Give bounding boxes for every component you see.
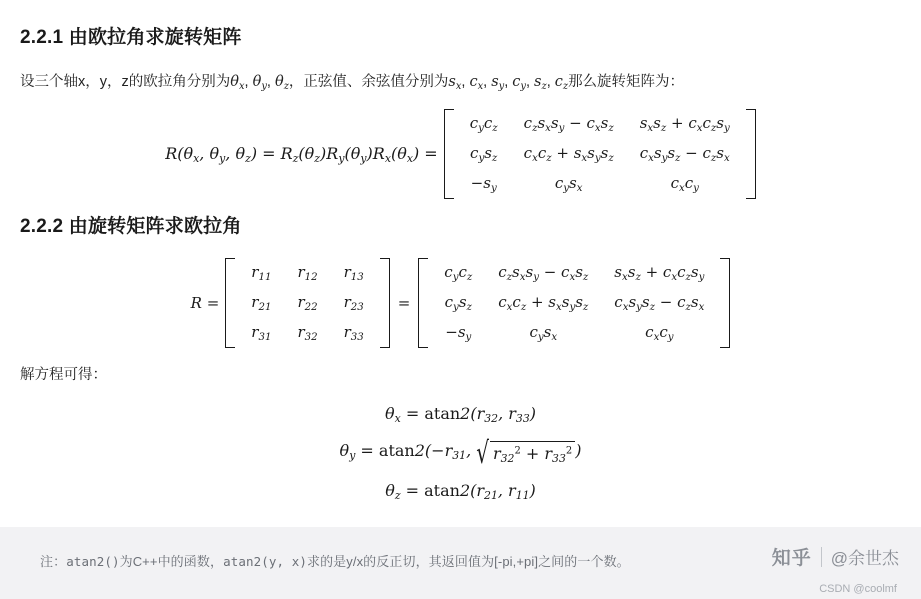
solve-paragraph: 解方程可得： bbox=[20, 366, 107, 383]
section-heading-221 bbox=[20, 22, 901, 49]
section-number: 2.2.2 bbox=[20, 216, 64, 238]
equation1-lhs: $R(\theta_x$, $\theta_y$, $\theta_z) = R_z(\theta_z)R_y(\theta_y)R_x(\theta_x)$ = bbox=[165, 143, 438, 165]
equation2-lhs: R = bbox=[190, 293, 220, 312]
footer-note-text bbox=[40, 551, 630, 570]
cos-z: $c_z$ bbox=[554, 74, 569, 92]
euler-angle-y: $\theta_y$ bbox=[252, 74, 267, 92]
matrix-row bbox=[238, 258, 376, 288]
bracket-left-icon bbox=[225, 258, 234, 348]
matrix-cell: $-s_y$ bbox=[445, 322, 472, 343]
note-prefix: 注： bbox=[40, 554, 67, 569]
cos-x: $c_x$ bbox=[469, 74, 484, 92]
equation1-matrix bbox=[444, 109, 756, 199]
matrix-cell: $s_xs_z + c_xc_zs_y$ bbox=[639, 114, 730, 135]
zhihu-watermark bbox=[772, 543, 899, 570]
matrix-cell: $c_zs_xs_y - c_xs_z$ bbox=[498, 263, 589, 283]
bracket-left-icon bbox=[418, 258, 427, 348]
matrix-cell: $r_{31}$ bbox=[251, 322, 272, 343]
sin-x: $s_x$ bbox=[448, 74, 462, 92]
cos-y: $c_y$ bbox=[512, 74, 526, 92]
matrix-cell: $c_xc_z + s_xs_ys_z$ bbox=[523, 144, 614, 165]
matrix-cell: $c_ys_z$ bbox=[470, 144, 498, 165]
matrix-cell: $c_xs_ys_z - c_zs_x$ bbox=[639, 144, 730, 165]
matrix-cell: $r_{11}$ bbox=[251, 263, 272, 283]
matrix-cell: $r_{21}$ bbox=[251, 292, 272, 313]
matrix-cell: $c_xc_y$ bbox=[645, 322, 674, 343]
equation2-equals: = bbox=[397, 293, 411, 312]
matrix-cell: $r_{33}$ bbox=[343, 322, 364, 343]
matrix-cell: $r_{12}$ bbox=[297, 263, 318, 283]
matrix-cell: $c_ys_x$ bbox=[554, 174, 583, 195]
matrix-row bbox=[431, 288, 717, 318]
matrix-row bbox=[431, 318, 717, 348]
euler-angle-z: $\theta_z$ bbox=[274, 74, 289, 92]
csdn-watermark: CSDN @coolmf bbox=[819, 583, 897, 595]
section-title-text: 由欧拉角求旋转矩阵 bbox=[68, 27, 242, 48]
matrix-row bbox=[457, 109, 743, 139]
watermark-author: @余世杰 bbox=[830, 549, 899, 568]
matrix-row bbox=[431, 258, 717, 288]
matrix-cell: $c_ys_z$ bbox=[444, 292, 472, 313]
matrix-cell: $-s_y$ bbox=[470, 174, 497, 195]
matrix-cell: $c_xc_z + s_xs_ys_z$ bbox=[498, 292, 589, 313]
equation-matrix-to-euler bbox=[20, 258, 901, 348]
intro-text-2: ，正弦值、余弦值分别为 bbox=[288, 74, 449, 90]
intro-text-3: 那么旋转矩阵为： bbox=[568, 74, 685, 90]
intro-text-1: 设三个轴x，y，z的欧拉角分别为 bbox=[20, 74, 231, 90]
bracket-right-icon bbox=[721, 258, 730, 348]
equation-rotation-matrix bbox=[20, 109, 901, 199]
matrix-cell: $r_{22}$ bbox=[297, 292, 318, 313]
equation2-matrix-trig bbox=[418, 258, 730, 348]
matrix-row bbox=[457, 139, 743, 169]
solution-theta-x: $\theta_x = atan2(r_{32}$, $r_{33}$) bbox=[384, 403, 536, 425]
note-code-2: atan2(y, x) bbox=[223, 554, 307, 569]
matrix-cell: $c_ys_x$ bbox=[529, 322, 558, 343]
bracket-right-icon bbox=[381, 258, 390, 348]
intro-paragraph: 设三个轴x，y，z的欧拉角分别为$\theta_x$, $\theta_y$, $\theta_z$，正弦值、余弦值分别为$s_x$, $c_x$, $s_y$, $c_y$, $s_z$, $c_z$那么旋转矩阵为： bbox=[20, 74, 685, 92]
watermark-divider bbox=[821, 547, 822, 567]
euler-angle-x: $\theta_x$ bbox=[230, 74, 245, 92]
equation2-matrix-r bbox=[225, 258, 389, 348]
footer-note-bar bbox=[0, 527, 921, 599]
bracket-right-icon bbox=[747, 109, 756, 199]
matrix-cell: $r_{32}$ bbox=[297, 322, 318, 343]
bracket-left-icon bbox=[444, 109, 453, 199]
sin-z: $s_z$ bbox=[534, 74, 547, 92]
matrix-cell: $c_xc_y$ bbox=[670, 174, 699, 195]
matrix-row bbox=[238, 318, 376, 348]
radical-icon: √ bbox=[476, 434, 489, 471]
matrix-cell: $r_{13}$ bbox=[343, 263, 364, 283]
section-heading-222 bbox=[20, 211, 901, 238]
matrix-cell: $s_xs_z + c_xc_zs_y$ bbox=[614, 263, 705, 283]
matrix-cell: $r_{23}$ bbox=[343, 292, 364, 313]
matrix-row bbox=[238, 288, 376, 318]
section-title-text: 由旋转矩阵求欧拉角 bbox=[68, 216, 242, 238]
note-text-2: 为C++中的函数， bbox=[119, 554, 224, 569]
matrix-cell: $c_yc_z$ bbox=[444, 263, 473, 283]
matrix-cell: $c_yc_z$ bbox=[469, 114, 498, 135]
matrix-row bbox=[457, 169, 743, 199]
note-text-4: 求的是y/x的反正切，其返回值为[-pi,+pi]之间的一个数。 bbox=[306, 554, 630, 569]
matrix-cell: $c_xs_ys_z - c_zs_x$ bbox=[614, 292, 705, 313]
matrix-cell: $c_zs_xs_y - c_xs_z$ bbox=[523, 114, 614, 135]
solution-theta-y: $\theta_y = atan2(-r_{31}$, √ $r_{32}^2 + r_{33}^2$ ) bbox=[339, 434, 582, 471]
zhihu-logo: 知乎 bbox=[771, 548, 812, 569]
solution-theta-z: $\theta_z = atan2(r_{21}$, $r_{11}$) bbox=[385, 480, 536, 502]
section-number: 2.2.1 bbox=[20, 27, 64, 48]
sin-y: $s_y$ bbox=[491, 74, 505, 92]
note-code-1: atan2() bbox=[66, 554, 120, 569]
